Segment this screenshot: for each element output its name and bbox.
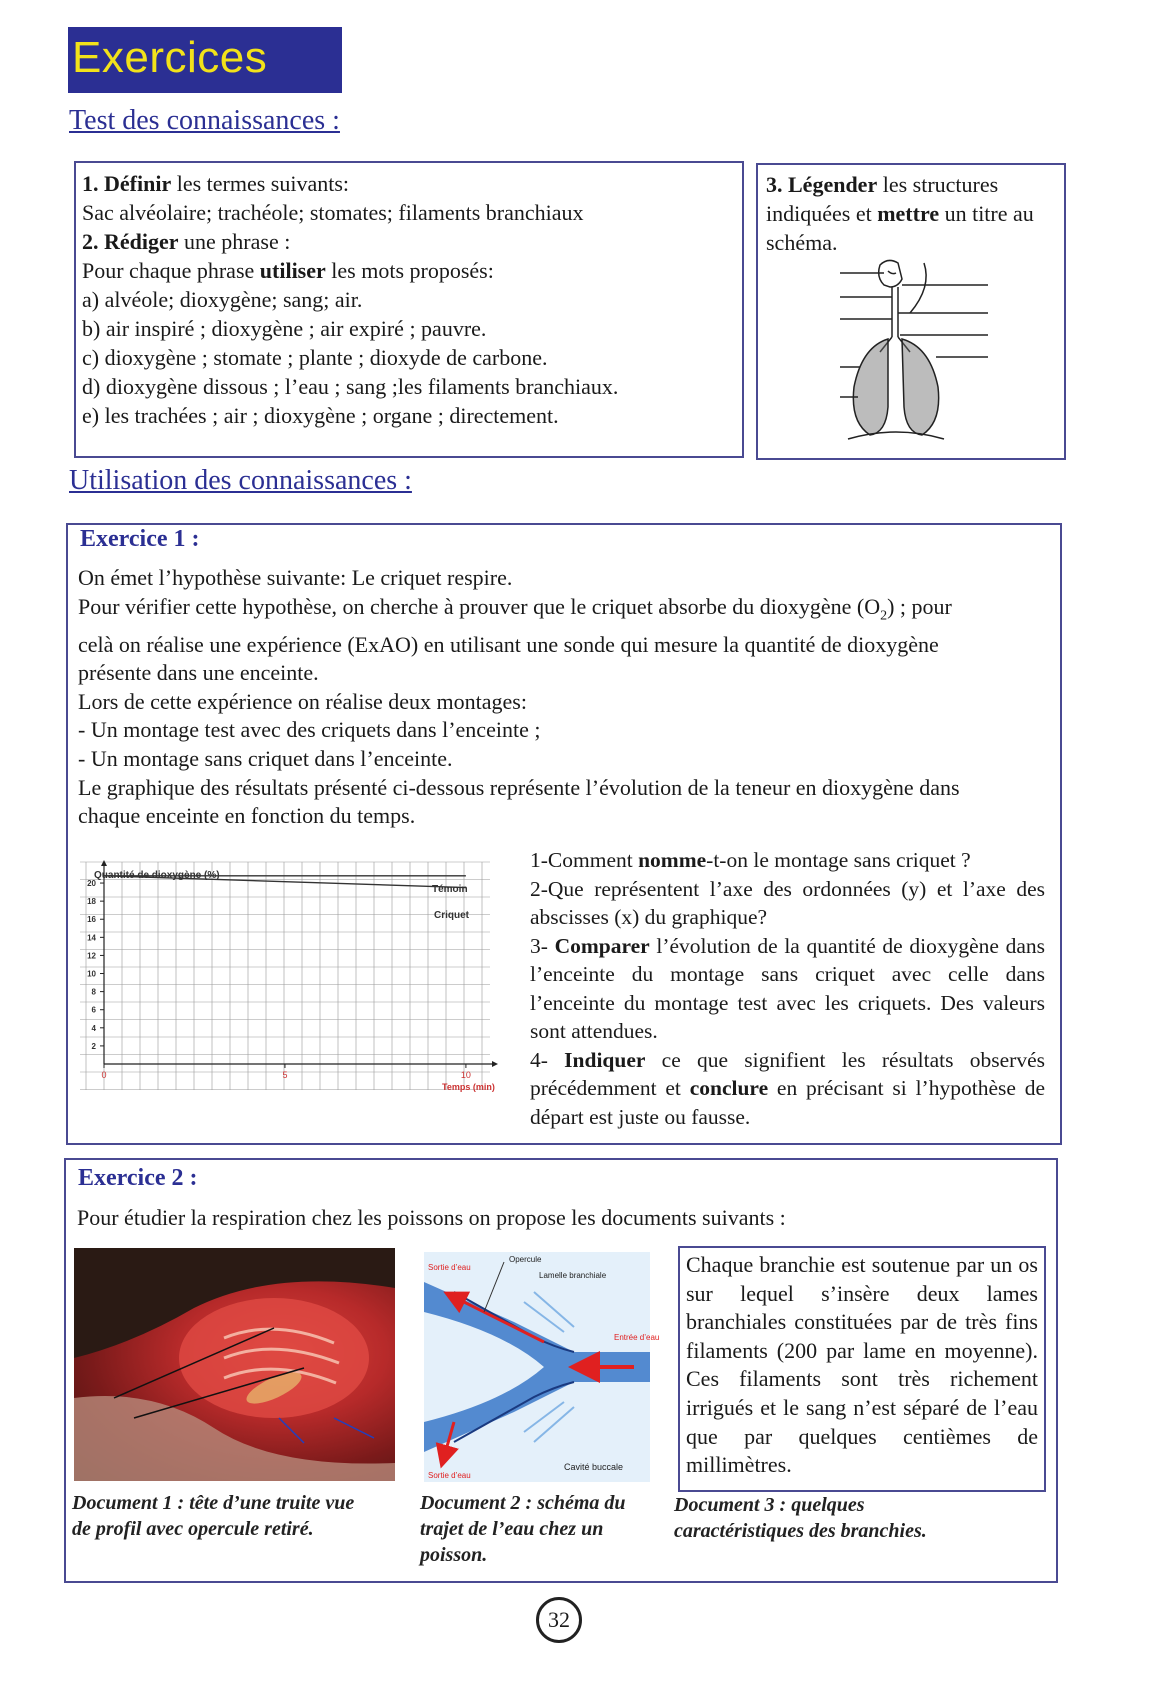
y-tick-label: 6 — [91, 1005, 96, 1015]
question-2: 2. Rédiger une phrase : — [82, 229, 291, 254]
ex1-question-3: 3- Comparer l’évolution de la quantité de dioxygène dans l’enceinte du montage sans criquet avec celle dans l’enceinte du montage test avec les criquets. Des valeurs sont attendues. — [530, 933, 1045, 1043]
ex1-line: Pour vérifier cette hypothèse, on cherche à prouver que le criquet absorbe du dioxygène $(O_2)$ ; pour — [78, 593, 952, 623]
ex1-line: - Un montage sans criquet dans l’enceinte. — [78, 745, 453, 771]
y-tick-label: 2 — [91, 1041, 96, 1051]
buccal-cavity-label: Cavité buccale — [564, 1462, 624, 1472]
question-3: 3. Légender les structures indiquées et mettre un titre au schéma. — [766, 172, 1034, 255]
ex1-line: Le graphique des résultats présenté ci-dessous représente l’évolution de la teneur en dioxygène dans — [78, 774, 960, 800]
diagram-label-box — [756, 163, 1066, 460]
exercise-1-questions — [530, 846, 1045, 1131]
caption-document-2: Document 2 : schéma du trajet de l’eau chez un poisson. — [420, 1492, 626, 1566]
list-item: c) dioxygène ; stomate ; plante ; dioxyde de carbone. — [82, 345, 548, 370]
ex1-line: - Un montage test avec des criquets dans l’enceinte ; — [78, 717, 541, 743]
exercises-banner — [68, 27, 342, 93]
section-title-usage: Utilisation des connaissances : — [69, 465, 412, 496]
question-2-instruction: Pour chaque phrase utiliser les mots proposés: — [82, 258, 494, 283]
caption-document-1: Document 1 : tête d’une truite vue de profil avec opercule retiré. — [72, 1492, 355, 1540]
exercise-2-title: Exercice 2 : — [78, 1165, 198, 1191]
series-label-criquet: Criquet — [434, 910, 469, 921]
ex1-line: présente dans une enceinte. — [78, 660, 319, 686]
y-tick-label: 10 — [87, 969, 96, 979]
y-tick-label: 8 — [91, 987, 96, 997]
y-tick-label: 14 — [87, 933, 96, 943]
y-axis-arrow — [101, 860, 107, 866]
y-tick-label: 4 — [91, 1023, 96, 1033]
respiratory-system-diagram — [840, 257, 1000, 449]
oxygen-chart — [80, 858, 508, 1100]
ex1-question-2: 2-Que représentent l’axe des ordonnées (y) et l’axe des abscisses (x) du graphique? — [530, 876, 1045, 929]
list-item: e) les trachées ; air ; dioxygène ; organe ; directement. — [82, 403, 559, 428]
ex1-line: On émet l’hypothèse suivante: Le criquet respire. — [78, 565, 513, 590]
trout-head-photo — [74, 1248, 395, 1481]
list-item: d) dioxygène dissous ; l’eau ; sang ;les filaments branchiaux. — [82, 374, 619, 399]
x-axis-arrow — [492, 1061, 498, 1067]
trout-head-drawing — [74, 1248, 395, 1481]
question-1: 1. Définir les termes suivants: — [82, 171, 350, 196]
ex1-question-4: 4- Indiquer ce que signifient les résultats observés précédemment et conclure en précisant si l’hypothèse de départ est juste ou fausse. — [530, 1047, 1045, 1129]
list-item: a) alvéole; dioxygène; sang; air. — [82, 287, 363, 312]
water-exit-top-label: Sortie d’eau — [428, 1263, 471, 1272]
ex1-question-1: 1-Comment nomme-t-on le montage sans criquet ? — [530, 848, 971, 872]
water-exit-bottom-label: Sortie d’eau — [428, 1471, 471, 1480]
x-axis-label: Temps (min) — [442, 1082, 495, 1092]
list-item: b) air inspiré ; dioxygène ; air expiré ; pauvre. — [82, 316, 487, 341]
knowledge-test-box — [74, 161, 744, 458]
exercise-1-text — [78, 564, 1058, 831]
ex1-line: celà on réalise une expérience (ExAO) en utilisant une sonde qui mesure la quantité de dioxygène — [78, 631, 939, 657]
series-label-temoin: Témoin — [432, 884, 468, 895]
x-tick-label: 5 — [282, 1070, 288, 1080]
exercise-2-intro: Pour étudier la respiration chez les poissons on propose les documents suivants : — [77, 1205, 786, 1230]
y-axis-label: Quantité de dioxygène (%) — [94, 870, 220, 881]
banner-label: Exercices — [72, 33, 268, 82]
question-1-terms: Sac alvéolaire; trachéole; stomates; filaments branchiaux — [82, 200, 584, 225]
page-number: 32 — [536, 1597, 582, 1643]
caption-document-3: Document 3 : quelques caractéristiques des branchies. — [674, 1494, 927, 1542]
y-tick-label: 16 — [87, 915, 96, 925]
exercise-1-title: Exercice 1 : — [80, 526, 200, 552]
water-path-diagram — [424, 1252, 660, 1482]
document-3-text: Chaque branchie est soutenue par un os sur lequel s’insère deux lames branchiales constituées par de très fins filaments (200 par lame en moyenne). Ces filaments sont très richement irrigués et le sang n’est séparé de l’eau que par quelques centièmes de millimètres. — [678, 1246, 1046, 1492]
x-tick-label: 10 — [460, 1070, 471, 1080]
y-tick-label: 12 — [87, 951, 96, 961]
section-title-test: Test des connaissances : — [69, 105, 340, 136]
water-entry-label: Entrée d’eau — [614, 1333, 660, 1342]
x-tick-label: 0 — [101, 1070, 107, 1080]
ex1-line: Lors de cette expérience on réalise deux montages: — [78, 688, 527, 714]
opercule-label: Opercule — [509, 1255, 542, 1264]
y-tick-label: 18 — [87, 897, 96, 907]
ex1-line: chaque enceinte en fonction du temps. — [78, 803, 416, 829]
lamella-label: Lamelle branchiale — [539, 1271, 607, 1280]
y-tick-label: 20 — [87, 879, 96, 889]
